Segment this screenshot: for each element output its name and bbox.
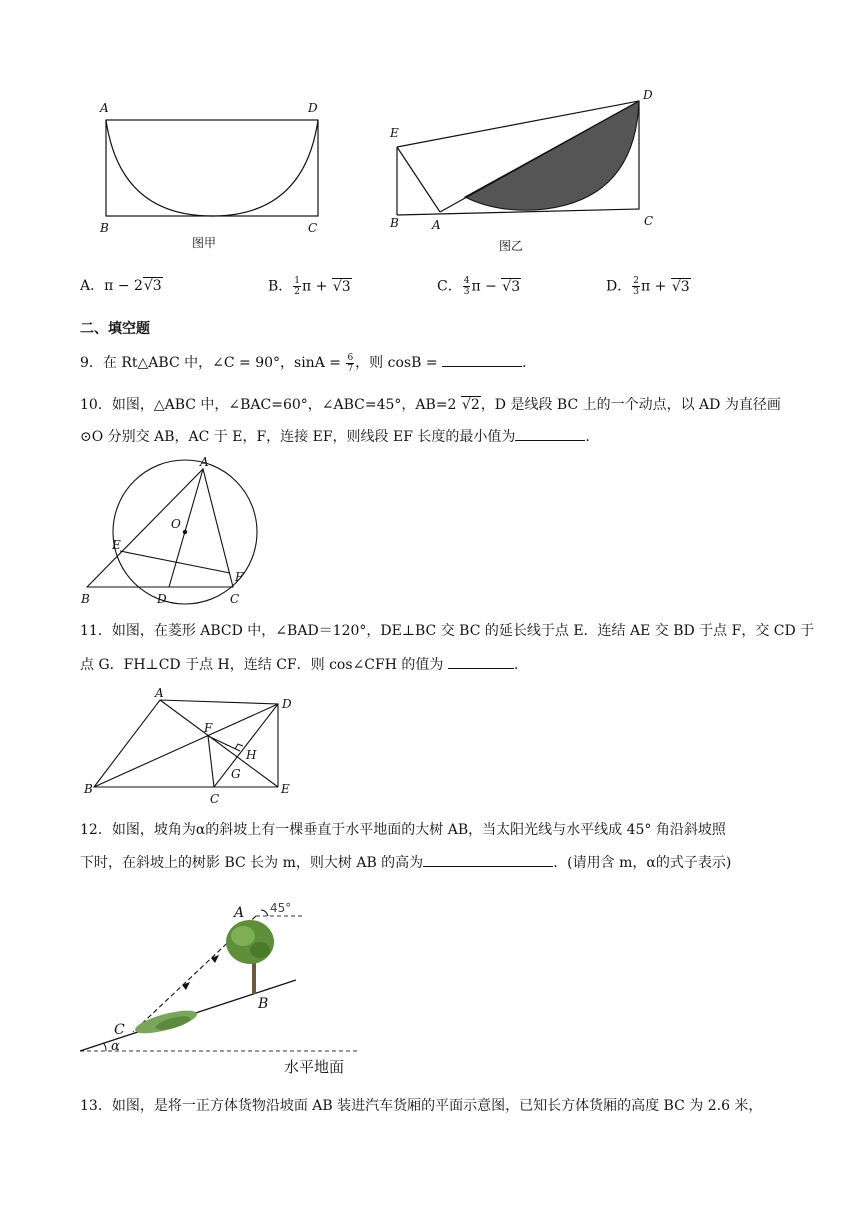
figure-12: [78, 892, 368, 1077]
fig12-label-c: C: [114, 1022, 125, 1038]
fig12-label-a: A: [234, 905, 245, 921]
fig10-label-a: A: [200, 455, 209, 469]
fig-jia-rectangle: [106, 120, 318, 216]
figure-10: [75, 455, 275, 610]
fig12-ray-arrow-2-icon: [182, 982, 190, 990]
q12-line2: 下时，在斜坡上的树影 BC 长为 m，则大树 AB 的高为: [80, 855, 424, 871]
q10-sqrt: √2: [461, 397, 480, 413]
fig-yi-label-d: D: [643, 88, 653, 102]
option-b: B． $\frac{1}{2}$ π + √3: [268, 276, 351, 297]
fig12-tree-crown-shade: [250, 942, 270, 958]
option-c: C． $\frac{4}{3}$ π − √3: [437, 276, 521, 297]
q12-line1: 12．如图，坡角为α的斜坡上有一棵垂直于水平地面的大树 AB，当太阳光线与水平线成 45° 角沿斜坡照: [80, 822, 726, 838]
fig-yi-line-ea: [397, 147, 440, 212]
q10-end: .: [585, 429, 590, 445]
question-12-line2: [80, 852, 731, 873]
fig12-label-angle: 45°: [270, 901, 292, 915]
option-a: A．π − 2√3: [80, 278, 162, 294]
q10-answer-blank[interactable]: [515, 426, 585, 441]
fig10-line-ef: [120, 551, 230, 573]
fig10-label-o: O: [171, 517, 181, 531]
question-10-line1: [80, 395, 781, 415]
option-d-letter: D．: [606, 278, 632, 295]
question-10-line2: [80, 426, 590, 447]
q9-frac-den: 7: [347, 363, 354, 374]
q9-end: .: [522, 355, 527, 371]
section-title: 二、填空题: [80, 321, 150, 337]
figure-jia: [90, 95, 340, 260]
question-9: [80, 352, 526, 374]
figure-yi: [385, 85, 665, 260]
fig10-label-e: E: [112, 538, 121, 552]
fig11-label-h: H: [246, 748, 257, 762]
fig12-label-b: B: [258, 996, 269, 1012]
q10-line2: ⊙O 分别交 AB，AC 于 E，F，连接 EF，则线段 EF 长度的最小值为: [80, 429, 516, 445]
fig11-line-cf: [208, 736, 214, 787]
fig12-label-alpha: α: [111, 1039, 120, 1054]
fig10-label-c: C: [230, 592, 240, 606]
q9-frac-num: 6: [347, 352, 354, 363]
fig10-label-b: B: [81, 592, 90, 606]
option-c-letter: C．: [437, 278, 462, 295]
question-12-line1: [80, 820, 726, 840]
fig-jia-label-d: D: [308, 101, 318, 115]
fig-jia-label-b: B: [100, 221, 109, 235]
fig11-label-f: F: [204, 721, 213, 735]
q9-pre: 在 Rt△ABC 中，∠C = 90°，sinA =: [102, 355, 341, 371]
fig12-label-ground: 水平地面: [284, 1058, 345, 1076]
q9-answer-blank[interactable]: [442, 352, 522, 367]
q9-post: ，则 cosB =: [355, 355, 438, 371]
option-d: D． $\frac{2}{3}$ π + √3: [606, 276, 690, 297]
fig11-label-d: D: [282, 697, 292, 711]
fig11-label-c: C: [210, 792, 220, 806]
fig12-tree-crown-highlight: [231, 926, 255, 946]
q11-answer-blank[interactable]: [448, 654, 514, 669]
fig12-angle-alpha-arc: [103, 1043, 106, 1051]
fig-yi-label-a: A: [432, 218, 441, 232]
q11-line1: 11．如图，在菱形 ABCD 中，∠BAD＝120°，DE⊥BC 交 BC 的延长线于点 E．连结 AE 交 BD 于点 F，交 CD 于: [80, 623, 815, 639]
fig11-label-b: B: [84, 782, 93, 796]
fig10-label-d: D: [157, 592, 167, 606]
fig-jia-caption: 图甲: [192, 236, 217, 250]
fig11-label-a: A: [155, 686, 164, 700]
fig-yi-label-e: E: [390, 126, 399, 140]
fig11-line-ae: [160, 700, 278, 787]
question-11-line1: [80, 621, 814, 641]
option-a-letter: A．: [80, 278, 105, 294]
q9-number: 9．: [80, 355, 103, 371]
fig12-angle-45-arc: [261, 910, 268, 916]
fig10-label-f: F: [235, 570, 244, 584]
fig11-label-g: G: [231, 767, 241, 781]
fig10-center-dot: [183, 530, 187, 534]
fig-jia-label-a: A: [100, 101, 109, 115]
q12-answer-blank[interactable]: [423, 852, 553, 867]
fig-yi-label-b: B: [390, 216, 399, 230]
q11-end: .: [513, 657, 519, 673]
figure-11: [80, 686, 310, 811]
question-13-line1: [80, 1096, 762, 1116]
q10-line1-pre: 10．如图，△ABC 中，∠BAC=60°，∠ABC=45°，AB=2: [80, 397, 457, 413]
fig-yi-label-c: C: [644, 214, 654, 228]
fig11-label-e: E: [281, 782, 290, 796]
fig12-ray-arrow-1-icon: [211, 955, 219, 963]
fig11-line-bd: [94, 704, 278, 787]
fig-jia-semicircle: [106, 120, 318, 216]
q11-line2: 点 G．FH⊥CD 于点 H，连结 CF．则 cos∠CFH 的值为: [80, 657, 444, 673]
fig-yi-caption: 图乙: [499, 239, 524, 253]
q12-end: ．(请用含 m，α的式子表示): [553, 855, 732, 871]
q13-line1: 13．如图，是将一正方体货物沿坡面 AB 装进汽车货厢的平面示意图，已知长方体货厢的高度 BC 为 2.6 米，: [80, 1098, 763, 1114]
fig-jia-label-c: C: [308, 221, 318, 235]
fig11-right-angle-mark: [235, 744, 243, 749]
option-b-letter: B．: [268, 278, 293, 295]
q10-line1-post: ，D 是线段 BC 上的一个动点，以 AD 为直径画: [480, 397, 781, 413]
question-11-line2: [80, 654, 518, 675]
